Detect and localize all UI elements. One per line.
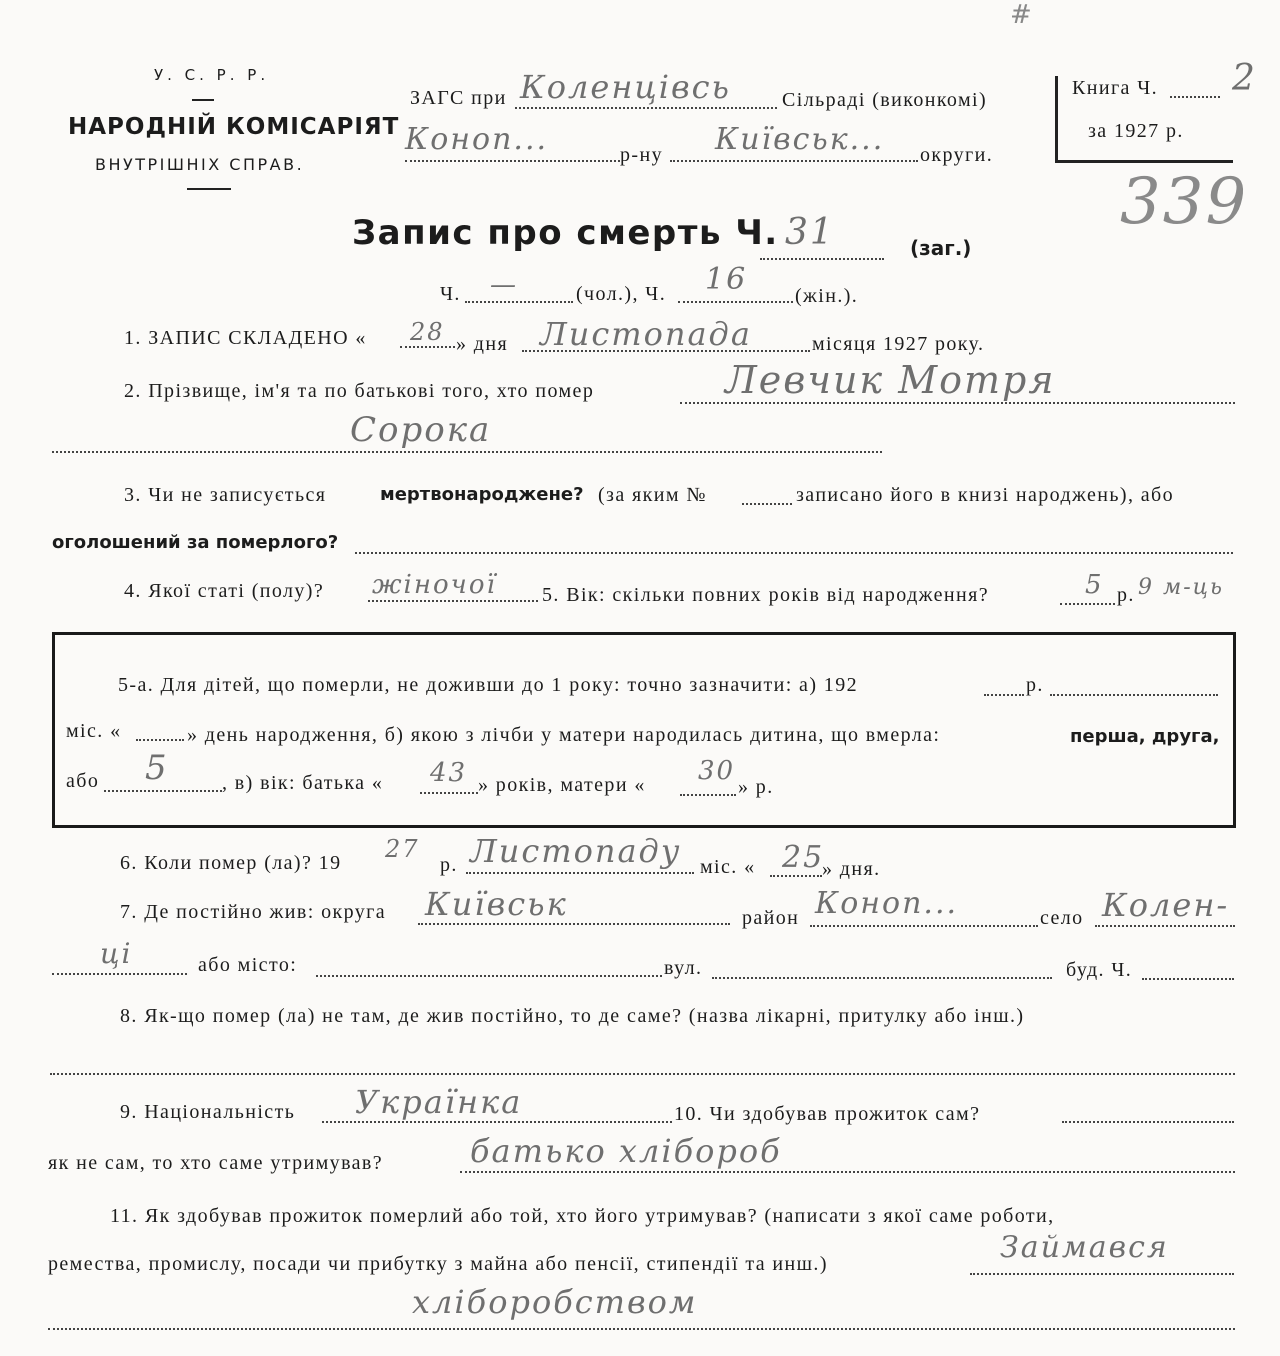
item7-cont-hw: ці: [100, 937, 133, 970]
item7-rayon-label: район: [742, 907, 800, 929]
item5-label: 5. Вік: скільки повних років від народження?: [542, 584, 989, 606]
item5a-order-line: [104, 790, 222, 792]
item7-okruha-hw: Київськ: [425, 885, 568, 923]
item5a-father-line: [420, 792, 478, 794]
zags-village-hw: Коленцівсь: [520, 68, 731, 106]
item8-label: 8. Як-що помер (ла) не там, де жив постійно, то де саме? (назва лікарні, притулку або інш.): [120, 1005, 1025, 1027]
okruha-line: [670, 160, 918, 162]
item7-cont-line: [52, 973, 187, 975]
item5a-abo: або: [66, 770, 100, 792]
ministry-dept: ВНУТРІШНІХ СПРАВ.: [95, 155, 305, 174]
record-num-hw: 31: [785, 212, 835, 253]
item7-vul-label: вул.: [664, 957, 703, 979]
record-num-line: [760, 258, 884, 260]
item6-month-line: [466, 872, 694, 874]
item4-line: [368, 600, 538, 602]
book-label: Книга Ч.: [1072, 77, 1159, 99]
female-line: [678, 301, 793, 303]
item1-mid: » дня: [456, 333, 509, 355]
item5a-line2: » день народження, б) якою з лічби у матери народилась дитина, що вмерла:: [187, 724, 941, 746]
book-year: за 1927 р.: [1088, 120, 1184, 142]
item5a-mis: міс. «: [66, 720, 122, 742]
item5a-mother-hw: 30: [698, 756, 736, 786]
record-title: Запис про смерть Ч.: [352, 213, 779, 253]
book-box-bottom: [1055, 160, 1233, 163]
male-line: [465, 301, 573, 303]
item5a-father-label: , в) вік: батька «: [222, 772, 384, 794]
corner-mark: #: [1010, 0, 1034, 30]
item7-vul-line: [712, 977, 1052, 979]
item1-label: 1. ЗАПИС СКЛАДЕНО «: [124, 327, 367, 349]
item7-misto-line: [316, 975, 662, 977]
record-total-suffix: (заг.): [910, 236, 972, 260]
item1-day-line: [400, 346, 455, 348]
district-hw: Коноп...: [405, 122, 549, 157]
district-line: [405, 160, 620, 162]
header-rule-2: [187, 188, 231, 190]
item3-num-line: [742, 503, 792, 505]
district-suffix: р-ну: [620, 144, 663, 166]
item7-misto-label: або місто:: [198, 954, 298, 976]
item2-name2-hw: Сорока: [350, 410, 492, 450]
item7-bud-line: [1142, 978, 1234, 980]
item11-a: 11. Як здобував прожиток померлий або той, хто його утримував? (написати з якої саме роботи,: [110, 1205, 1055, 1227]
item6-mis: міс. «: [700, 856, 756, 878]
item5-tail-hw: 9 м-ць: [1138, 575, 1224, 600]
item10-b-line: [460, 1171, 1235, 1173]
female-suffix: (жін.).: [795, 285, 859, 307]
item7-selo-hw: Колен-: [1102, 886, 1230, 924]
item6-end: » дня.: [822, 858, 881, 880]
item5a-mother-label: » років, матери «: [478, 774, 646, 796]
item11-b: ремества, промислу, посади чи прибутку з майна або пенсії, стипендії та инш.): [48, 1253, 828, 1275]
book-box-left: [1055, 76, 1058, 162]
item5a-line1: 5-а. Для дітей, що померли, не доживши до 1 року: точно зазначити: а) 192: [118, 674, 858, 696]
item3-stillborn: мертвонароджене?: [380, 484, 584, 505]
item6-year-hw: 27: [385, 835, 420, 863]
item5a-order-hw: 5: [145, 748, 169, 788]
item8-line: [50, 1073, 1235, 1075]
male-label: Ч.: [440, 283, 461, 305]
item5-hw: 5: [1085, 570, 1104, 600]
item5a-father-hw: 43: [430, 758, 468, 788]
item10-hw: батько хлібороб: [470, 1132, 782, 1170]
item3-d: записано його в книзі народжень), або: [796, 484, 1175, 506]
item3-c: (за яким №: [598, 484, 707, 506]
item5a-year-line: [984, 694, 1024, 696]
item10-b: як не сам, то хто саме утримував?: [48, 1152, 384, 1174]
book-num-hw: 2: [1232, 58, 1257, 99]
item5a-day-line: [136, 739, 184, 741]
item1-end: місяця 1927 року.: [812, 333, 985, 355]
item11-line2: [48, 1328, 1235, 1330]
female-hw: 16: [705, 262, 748, 297]
item9-line: [322, 1121, 672, 1123]
item10-line: [1062, 1121, 1234, 1123]
okruha-suffix: округи.: [920, 144, 994, 166]
book-num-line: [1170, 96, 1220, 98]
item9-hw: Українка: [355, 1083, 523, 1121]
item7-rayon-line: [810, 925, 1038, 927]
item6-p: р.: [440, 854, 458, 876]
item6-day-line: [770, 875, 822, 877]
zags-suffix: Сільраді (виконкомі): [782, 89, 988, 111]
item7-selo-line: [1095, 925, 1235, 927]
item6-month-hw: Листопаду: [470, 832, 682, 870]
item11-hw: Займався: [1000, 1230, 1169, 1265]
zags-village-line: [515, 107, 777, 109]
item5a-end: » р.: [738, 776, 774, 798]
okruha-hw: Київськ...: [715, 122, 885, 157]
male-hw: —: [490, 270, 518, 300]
item6-day-hw: 25: [782, 840, 825, 875]
zags-prefix: ЗАГС при: [410, 87, 507, 109]
item4-hw: жіночої: [372, 570, 497, 600]
item3-a: 3. Чи не записується: [124, 484, 327, 506]
item5a-month-line: [1050, 694, 1218, 696]
header-rule-1: [192, 99, 214, 101]
item7-selo-label: село: [1040, 907, 1084, 929]
ussr-label: У. С. Р. Р.: [154, 66, 270, 84]
item5a-r: р.: [1026, 674, 1044, 696]
item2-label: 2. Прізвище, ім'я та по батькові того, хто помер: [124, 380, 595, 402]
item1-month-hw: Листопада: [540, 315, 752, 353]
ministry-title: НАРОДНІЙ КОМІСАРІЯТ: [68, 114, 400, 140]
item4-label: 4. Якої статі (полу)?: [124, 580, 325, 602]
item2-name2-line: [52, 451, 882, 453]
item7-okruha-line: [418, 923, 730, 925]
item11-hw2: хліборобством: [412, 1283, 698, 1321]
item10-label: 10. Чи здобував прожиток сам?: [674, 1103, 981, 1125]
item11-line: [970, 1273, 1234, 1275]
item5a-mother-line: [680, 794, 736, 796]
item6-label: 6. Коли помер (ла)? 19: [120, 852, 342, 874]
item1-day-hw: 28: [410, 318, 445, 346]
item7-rayon-hw: Коноп...: [815, 886, 959, 921]
item5a-order: перша, друга,: [1070, 726, 1220, 747]
item7-bud-label: буд. Ч.: [1066, 959, 1133, 981]
item2-name-hw: Левчик Мотря: [725, 358, 1056, 402]
item5-p: р.: [1117, 584, 1135, 606]
item3-line: [355, 552, 1233, 554]
corner-number-hw: 339: [1120, 165, 1249, 239]
item2-name-line: [680, 402, 1235, 404]
item5-line: [1060, 603, 1115, 605]
item3-declared-dead: оголошений за померлого?: [52, 532, 339, 553]
item7-label: 7. Де постійно жив: округа: [120, 901, 386, 923]
item9-label: 9. Національність: [120, 1101, 296, 1123]
male-suffix: (чол.), Ч.: [576, 283, 667, 305]
